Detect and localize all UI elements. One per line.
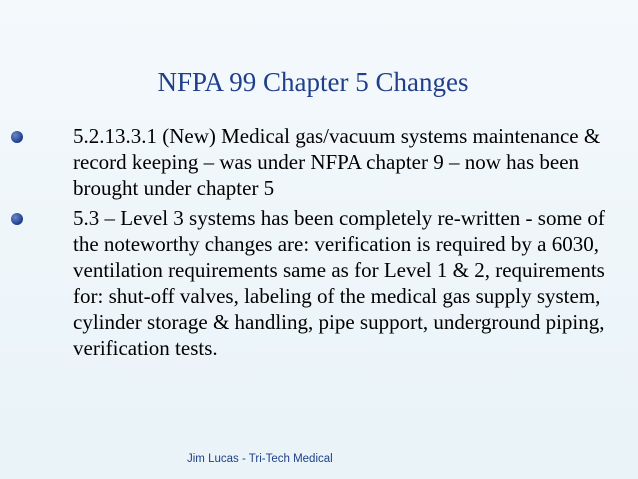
bullet-dot-icon: [11, 131, 23, 143]
bullet-list: [0, 123, 630, 365]
bullet-text: 5.2.13.3.1 (New) Medical gas/vacuum systems maintenance & record keeping – was under NFPA chapter 9 – now has been brought under chapter 5: [73, 124, 601, 200]
bullet-item: [0, 123, 630, 201]
slide-title-text: NFPA 99 Chapter 5 Changes: [157, 67, 469, 97]
slide-footer: Jim Lucas - Tri-Tech Medical: [187, 453, 333, 465]
bullet-text: 5.3 – Level 3 systems has been completely re-written - some of the noteworthy changes are: verification is required by a 6030, ventilation requirements same as for Level 1 & 2, requirements for: shut-off valves, labeling of the medical gas supply system, cylinder storage & handling, pipe support, underground piping, verification tests.: [73, 206, 605, 360]
bullet-dot-icon: [11, 213, 23, 225]
slide-title: [0, 66, 638, 98]
bullet-item: [0, 205, 630, 361]
